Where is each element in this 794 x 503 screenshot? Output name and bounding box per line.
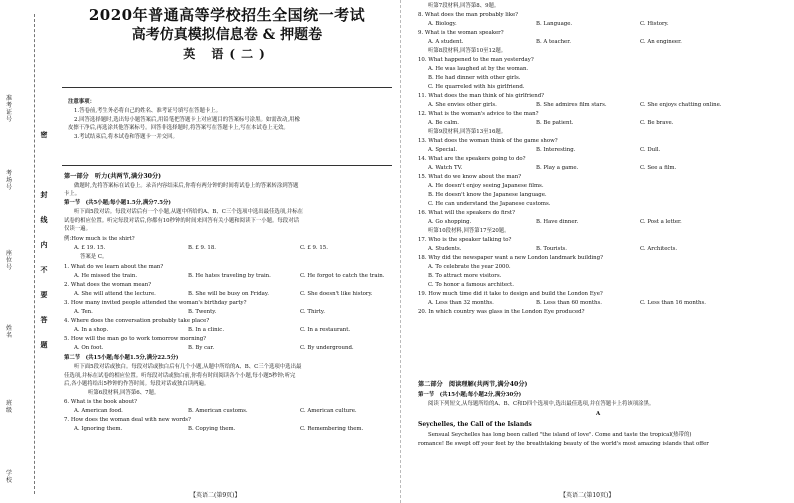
- option: B. He doesn't know the Japanese language.: [428, 192, 547, 198]
- field-label: 准考证号: [5, 95, 12, 123]
- question: 10. What happened to the man yesterday?: [418, 57, 534, 63]
- notice-item: 皮擦干净后,再选涂其他答案标号。回答非选择题时,将答案写在答题卡上,写在本试卷上无效。: [68, 125, 289, 131]
- option: A. Go shopping.: [428, 219, 472, 225]
- passage-label: A: [596, 411, 601, 417]
- option: A. A student.: [428, 39, 464, 45]
- section2-intro: 听下面5段对话或独白。每段对话或独白后有几个小题,从题中所给的A、B、C三个选项中选出最: [74, 364, 302, 370]
- option: B. In a clinic.: [188, 327, 225, 333]
- binding-cut-line: [34, 14, 35, 494]
- option: B. Play a game.: [536, 165, 579, 171]
- option: A. Be calm.: [428, 120, 459, 126]
- question: 6. What is the book about?: [64, 399, 138, 405]
- option: C. See a film.: [640, 165, 677, 171]
- option: A. He was laughed at by the woman.: [428, 66, 529, 72]
- example-answer: 答案是 C。: [80, 254, 108, 260]
- question: 20. In which country was glass in the London Eye produced?: [418, 309, 585, 315]
- part1-heading: 第一部分 听力(共两节,满分30分): [64, 173, 162, 180]
- option: A. Ten.: [74, 309, 93, 315]
- option: A. In a shop.: [74, 327, 109, 333]
- question: 3. How many invited people attended the woman's birthday party?: [64, 300, 247, 306]
- field-label: 班级: [5, 400, 12, 414]
- page-footer-right: 【英语二(第10页)】: [560, 492, 615, 499]
- notice-item: 2.回答选择题时,选出每小题答案后,用铅笔把答题卡上对应题目的答案标号涂黑。如需改动,用橡: [74, 117, 300, 123]
- notice-heading: 注意事项：: [68, 99, 95, 105]
- passage-text: romance! Be swept off your feet by the breathtaking beauty of the world's most amazing islands that offer: [418, 441, 709, 447]
- cut-mark: 答: [40, 315, 48, 324]
- option: C. In a restaurant.: [300, 327, 351, 333]
- question: 11. What does the man think of his girlfriend?: [418, 93, 545, 99]
- option: A. Less than 32 months.: [428, 300, 494, 306]
- option: B. Be patient.: [536, 120, 574, 126]
- option: C. Thirty.: [300, 309, 325, 315]
- question: 14. What are the speakers going to do?: [418, 156, 526, 162]
- option: A. Watch TV.: [428, 165, 463, 171]
- question: 4. Where does the conversation probably take place?: [64, 318, 210, 324]
- part1-intro: 卡上。: [64, 191, 81, 197]
- example-option: C. £ 9. 15.: [300, 245, 328, 251]
- option: A. She envies other girls.: [428, 102, 497, 108]
- question: 8. What does the man probably like?: [418, 12, 519, 18]
- option: C. She enjoys chatting online.: [640, 102, 722, 108]
- option: B. Copying them.: [188, 426, 236, 432]
- part1-intro: 做题时,先将答案标在试卷上。录音内容结束后,你将有两分钟的时间将试卷上的答案转涂到答题: [74, 183, 299, 189]
- question: 9. What is the woman speaker?: [418, 30, 504, 36]
- example-option: B. £ 9. 18.: [188, 245, 216, 251]
- material-note: 听第10段材料,回答第17至20题。: [428, 228, 510, 234]
- option: C. By underground.: [300, 345, 354, 351]
- option: A. To celebrate the year 2000.: [428, 264, 511, 270]
- option: C. To honor a famous architect.: [428, 282, 514, 288]
- section1-intro: 仅读一遍。: [64, 226, 91, 232]
- option: B. Twenty.: [188, 309, 217, 315]
- section1-heading: 第一节 (共5小题;每小题1.5分,满分7.5分): [64, 200, 171, 206]
- exam-subtitle: 高考仿真模拟信息卷 & 押题卷: [131, 27, 323, 43]
- passage-title: Seychelles, the Call of the Islands: [418, 421, 532, 428]
- question: 1. What do we learn about the man?: [64, 264, 164, 270]
- option: B. She will be busy on Friday.: [188, 291, 269, 297]
- section1-intro: 试卷的相应位置。听完每段对话后,你都有10秒钟的时间来回答有关小题和阅读下一小题。每段对话: [64, 218, 299, 224]
- option: A. He doesn't enjoy seeing Japanese films.: [428, 183, 544, 189]
- field-label: 姓名: [5, 325, 12, 339]
- option: C. Less than 16 months.: [640, 300, 706, 306]
- cut-mark: 密: [40, 130, 48, 139]
- option: B. Less than 60 months.: [536, 300, 602, 306]
- option: A. Ignoring them.: [74, 426, 123, 432]
- option: C. Architects.: [640, 246, 678, 252]
- option: B. Have dinner.: [536, 219, 579, 225]
- cut-mark: 封: [40, 190, 48, 199]
- header-rule: [62, 87, 392, 88]
- option: B. Language.: [536, 21, 573, 27]
- section1-intro: 听下面5段对话。每段对话后有一个小题,从题中所给的A、B、C三个选项中选出最佳选项,并标在: [74, 209, 304, 215]
- question: 16. What will the speakers do first?: [418, 210, 515, 216]
- binding-margin: [0, 0, 60, 503]
- example-option: A. £ 19. 15.: [74, 245, 106, 251]
- field-label: 座位号: [5, 250, 12, 271]
- material-note: 听第7段材料,回答第8、9题。: [428, 3, 500, 9]
- option: B. Tourists.: [536, 246, 567, 252]
- option: C. An engineer.: [640, 39, 682, 45]
- example-question: 例:How much is the shirt?: [64, 236, 135, 242]
- notice-item: 3.考试结束后,将本试卷和答题卡一并交回。: [74, 134, 178, 140]
- cut-mark: 线: [40, 215, 48, 224]
- part2-section1-heading: 第一节 (共15小题;每小题2分,满分30分): [418, 392, 522, 398]
- field-label: 考场号: [5, 170, 12, 191]
- subject-title: 英 语(二): [183, 47, 271, 61]
- notice-item: 1.答卷前,考生务必将自己的姓名、准考证号填写在答题卡上。: [74, 108, 222, 114]
- question: 19. How much time did it take to design and build the London Eye?: [418, 291, 603, 297]
- cut-mark: 内: [40, 240, 48, 249]
- option: C. Remembering them.: [300, 426, 364, 432]
- page-footer-left: 【英语二(第9页)】: [190, 492, 241, 499]
- column-divider: [400, 0, 401, 503]
- option: B. He had dinner with other girls.: [428, 75, 521, 81]
- option: A. American food.: [74, 408, 123, 414]
- question: 5. How will the man go to work tomorrow morning?: [64, 336, 207, 342]
- option: A. Special.: [428, 147, 458, 153]
- option: C. He forgot to catch the train.: [300, 273, 385, 279]
- question: 15. What do we know about the man?: [418, 174, 522, 180]
- option: C. Be brave.: [640, 120, 674, 126]
- option: B. A teacher.: [536, 39, 571, 45]
- question: 7. How does the woman deal with new words?: [64, 417, 191, 423]
- exam-title: 2020年普通高等学校招生全国统一考试: [88, 6, 366, 24]
- option: B. By car.: [188, 345, 215, 351]
- question: 18. Why did the newspaper want a new London landmark building?: [418, 255, 603, 261]
- question: 2. What does the woman mean?: [64, 282, 152, 288]
- option: B. She admires film stars.: [536, 102, 607, 108]
- question: 13. What does the woman think of the game show?: [418, 138, 558, 144]
- option: B. American customs.: [188, 408, 248, 414]
- cut-mark: 要: [40, 290, 48, 299]
- option: A. On foot.: [74, 345, 104, 351]
- cut-mark: 题: [40, 340, 48, 349]
- section2-heading: 第二节 (共15小题;每小题1.5分,满分22.5分): [64, 355, 179, 361]
- option: A. Students.: [428, 246, 462, 252]
- section2-intro: 后,各小题将给出5秒钟的作答时间。每段对话或独白读两遍。: [64, 381, 210, 387]
- part2-intro: 阅读下列短文,从每题所给的A、B、C和D四个选项中,选出最佳选项,并在答题卡上将该项涂黑。: [428, 401, 655, 407]
- option: C. She doesn't like history.: [300, 291, 373, 297]
- material-note: 听第9段材料,回答第13至16题。: [428, 129, 507, 135]
- option: A. She will attend the lecture.: [74, 291, 156, 297]
- field-label: 学校: [5, 470, 12, 484]
- section2-material: 听第6段材料,回答第6、7题。: [88, 390, 160, 396]
- notice-rule: [62, 165, 392, 166]
- option: C. He can understand the Japanese customs.: [428, 201, 551, 207]
- option: B. He hates traveling by train.: [188, 273, 271, 279]
- option: C. He quarreled with his girlfriend.: [428, 84, 525, 90]
- option: C. Dull.: [640, 147, 661, 153]
- cut-mark: 不: [40, 265, 48, 274]
- question: 12. What is the woman's advice to the man?: [418, 111, 539, 117]
- option: A. Biology.: [428, 21, 457, 27]
- option: B. To attract more visitors.: [428, 273, 502, 279]
- question: 17. Who is the speaker talking to?: [418, 237, 512, 243]
- section2-intro: 佳选项,并标在试卷的相应位置。听每段对话或独白前,你将有时间阅读各个小题,每小题5秒钟;听完: [64, 373, 296, 379]
- part2-heading: 第二部分 阅读理解(共两节,满分40分): [418, 381, 528, 388]
- option: B. Interesting.: [536, 147, 576, 153]
- passage-text: Sensual Seychelles has long been called "the island of love". Come and taste the tropical(热带的): [428, 432, 692, 438]
- option: A. He missed the train.: [74, 273, 138, 279]
- option: C. American culture.: [300, 408, 357, 414]
- material-note: 听第8段材料,回答第10至12题。: [428, 48, 507, 54]
- option: C. History.: [640, 21, 669, 27]
- option: C. Post a letter.: [640, 219, 682, 225]
